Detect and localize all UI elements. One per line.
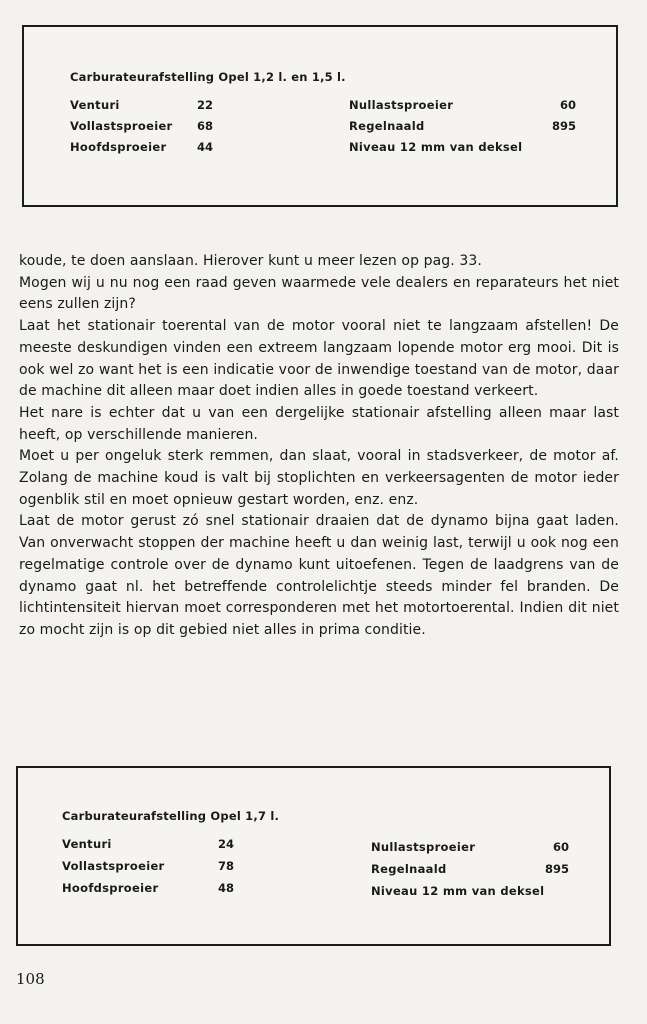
spec-value-venturi: 24: [218, 837, 235, 851]
spec-title: Carburateurafstelling Opel 1,7 l.: [62, 809, 280, 823]
spec-label-nullastsproeier: Nullastsproeier: [371, 840, 476, 854]
spec-label-vollastsproeier: Vollastsproeier: [62, 859, 165, 873]
paragraph: Laat het stationair toerental van de motor vooral niet te langzaam afstellen! De meeste deskundigen vinden een extreem langzaam lopende motor erg mooi. Dit is ook wel zo want het is een indicatie voor de inwendige toestand van de motor, daar de machine dit alleen maar doet indien alles in goede toestand verkeert.: [19, 318, 619, 400]
paragraph: Het nare is echter dat u van een dergelijke stationair afstelling alleen maar last heeft, op verschillende manieren.: [19, 404, 619, 443]
spec-label-venturi: Venturi: [62, 837, 112, 851]
spec-value-nullastsproeier: 60: [553, 840, 570, 854]
spec-label-regelnaald: Regelnaald: [349, 119, 425, 133]
spec-title: Carburateurafstelling Opel 1,2 l. en 1,5 l.: [70, 70, 346, 84]
spec-value-vollastsproeier: 78: [218, 859, 235, 873]
spec-value-regelnaald: 895: [545, 862, 570, 876]
spec-box-opel-1-2-1-5: [22, 25, 618, 207]
spec-label-nullastsproeier: Nullastsproeier: [349, 98, 454, 112]
page-number: 108: [16, 970, 45, 988]
paragraph: koude, te doen aanslaan. Hierover kunt u meer lezen op pag. 33.: [19, 253, 482, 269]
spec-value-hoofdsproeier: 48: [218, 881, 235, 895]
spec-value-vollastsproeier: 68: [197, 119, 214, 133]
spec-label-niveau: Niveau 12 mm van deksel: [349, 140, 523, 154]
spec-label-regelnaald: Regelnaald: [371, 862, 447, 876]
spec-value-hoofdsproeier: 44: [197, 140, 214, 154]
spec-label-vollastsproeier: Vollastsproeier: [70, 119, 173, 133]
spec-value-venturi: 22: [197, 98, 214, 112]
paragraph: Laat de motor gerust zó snel stationair draaien dat de dynamo bijna gaat laden. Van onverwacht stoppen der machine heeft u dan weinig last, terwijl u ook nog een regelmatige controle over de dynamo kunt uitoefenen. Tegen de laadgrens van de dynamo gaat nl. het betreffende controlelichtje steeds minder fel branden. De lichtintensiteit hiervan moet corresponderen met het motortoerental. Indien dit niet zo mocht zijn is op dit gebied niet alles in prima conditie.: [19, 513, 619, 638]
body-text: [19, 251, 619, 642]
spec-box-opel-1-7: [16, 766, 611, 946]
paragraph: Mogen wij u nu nog een raad geven waarmede vele dealers en reparateurs het niet eens zullen zijn?: [19, 274, 619, 313]
spec-value-regelnaald: 895: [552, 119, 577, 133]
paragraph: Moet u per ongeluk sterk remmen, dan slaat, vooral in stadsverkeer, de motor af. Zolang de machine koud is valt bij stoplichten en verkeersagenten de motor ieder ogenblik stil en moet opnieuw gestart worden, enz. enz.: [19, 448, 619, 508]
spec-label-venturi: Venturi: [70, 98, 120, 112]
spec-label-hoofdsproeier: Hoofdsproeier: [62, 881, 159, 895]
spec-value-nullastsproeier: 60: [560, 98, 577, 112]
spec-label-hoofdsproeier: Hoofdsproeier: [70, 140, 167, 154]
spec-label-niveau: Niveau 12 mm van deksel: [371, 884, 545, 898]
